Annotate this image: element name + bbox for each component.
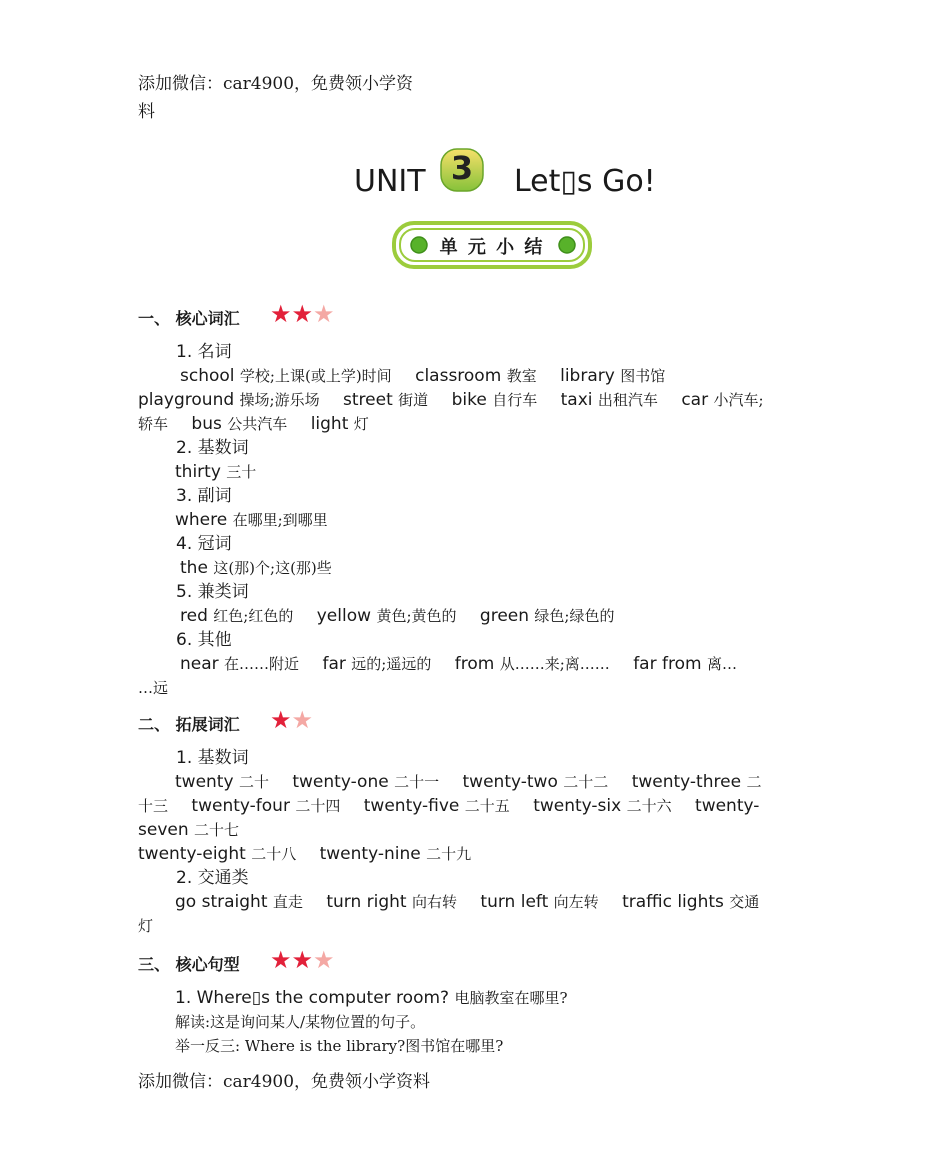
star-rating: [270, 708, 313, 732]
star-rating: [270, 948, 335, 972]
group-heading: 2. 基数词: [176, 438, 249, 458]
section-heading: 三、 核心句型: [138, 955, 240, 974]
header-line-2: 料: [138, 102, 155, 122]
vocab-row: playground 操场;游乐场 street 街道 bike 自行车 taxi 出租汽车 car 小汽车;: [138, 390, 764, 410]
section-heading: 一、 核心词汇: [138, 309, 240, 328]
vocab-row: near 在……附近 far 远的;遥远的 from 从……来;离…… far from 离…: [180, 654, 737, 674]
vocab-row: 十三 twenty-four 二十四 twenty-five 二十五 twenty-six 二十六 twenty-: [138, 796, 760, 816]
vocab-row: twenty 二十 twenty-one 二十一 twenty-two 二十二 twenty-three 二: [175, 772, 762, 792]
group-heading: 4. 冠词: [176, 534, 232, 554]
unit-name: Let▯s Go!: [514, 164, 656, 199]
vocab-row: school 学校;上课(或上学)时间 classroom 教室 library 图书馆: [180, 366, 666, 386]
star-half-icon: ★: [291, 706, 314, 734]
star-icon: ★: [270, 706, 292, 734]
star-icon: ★: [270, 946, 292, 974]
sentence-example: 举一反三: Where is the library?图书馆在哪里?: [175, 1037, 504, 1055]
section-title: [138, 952, 240, 975]
vocab-row: red 红色;红色的 yellow 黄色;黄色的 green 绿色;绿色的: [180, 606, 615, 626]
vocab-row: go straight 直走 turn right 向右转 turn left 向左转 traffic lights 交通: [175, 892, 760, 912]
group-heading: 3. 副词: [176, 486, 232, 506]
star-rating: [270, 302, 335, 326]
group-heading: 2. 交通类: [176, 868, 249, 888]
vocab-row: the 这(那)个;这(那)些: [180, 558, 332, 578]
section-title: [138, 306, 240, 329]
banner-label: 单 元 小 结: [439, 237, 545, 258]
vocab-row: twenty-eight 二十八 twenty-nine 二十九: [138, 844, 472, 864]
unit-number-badge: [438, 146, 486, 194]
sentence-explanation: 解读:这是询问某人/某物位置的句子。: [175, 1013, 426, 1031]
group-heading: 6. 其他: [176, 630, 232, 650]
vocab-row: seven 二十七: [138, 820, 240, 840]
section-heading: 二、 拓展词汇: [138, 715, 240, 734]
footer-note: 添加微信：car4900，免费领小学资料: [138, 1072, 431, 1092]
star-half-icon: ★: [313, 946, 335, 974]
star-icon: ★: [291, 300, 314, 328]
group-heading: 1. 基数词: [176, 748, 249, 768]
group-heading: 5. 兼类词: [176, 582, 249, 602]
vocab-row: 轿车 bus 公共汽车 light 灯: [138, 414, 369, 434]
vocab-row: thirty 三十: [175, 462, 257, 482]
unit-label: UNIT: [354, 164, 426, 199]
star-icon: ★: [270, 300, 292, 328]
star-icon: ★: [291, 946, 314, 974]
vocab-row: 灯: [138, 917, 154, 935]
header-note: [138, 70, 413, 126]
star-half-icon: ★: [313, 300, 335, 328]
unit-title: [354, 149, 674, 210]
section-title: [138, 712, 240, 735]
group-heading: 1. 名词: [176, 342, 232, 362]
header-line-1: 添加微信：car4900，免费领小学资: [138, 74, 414, 94]
summary-banner: [392, 221, 592, 269]
vocab-row: …远: [138, 679, 169, 697]
sentence-pattern: 1. Where▯s the computer room? 电脑教室在哪里?: [175, 988, 568, 1008]
unit-number: 3: [450, 149, 474, 187]
vocab-row: where 在哪里;到哪里: [175, 510, 328, 530]
